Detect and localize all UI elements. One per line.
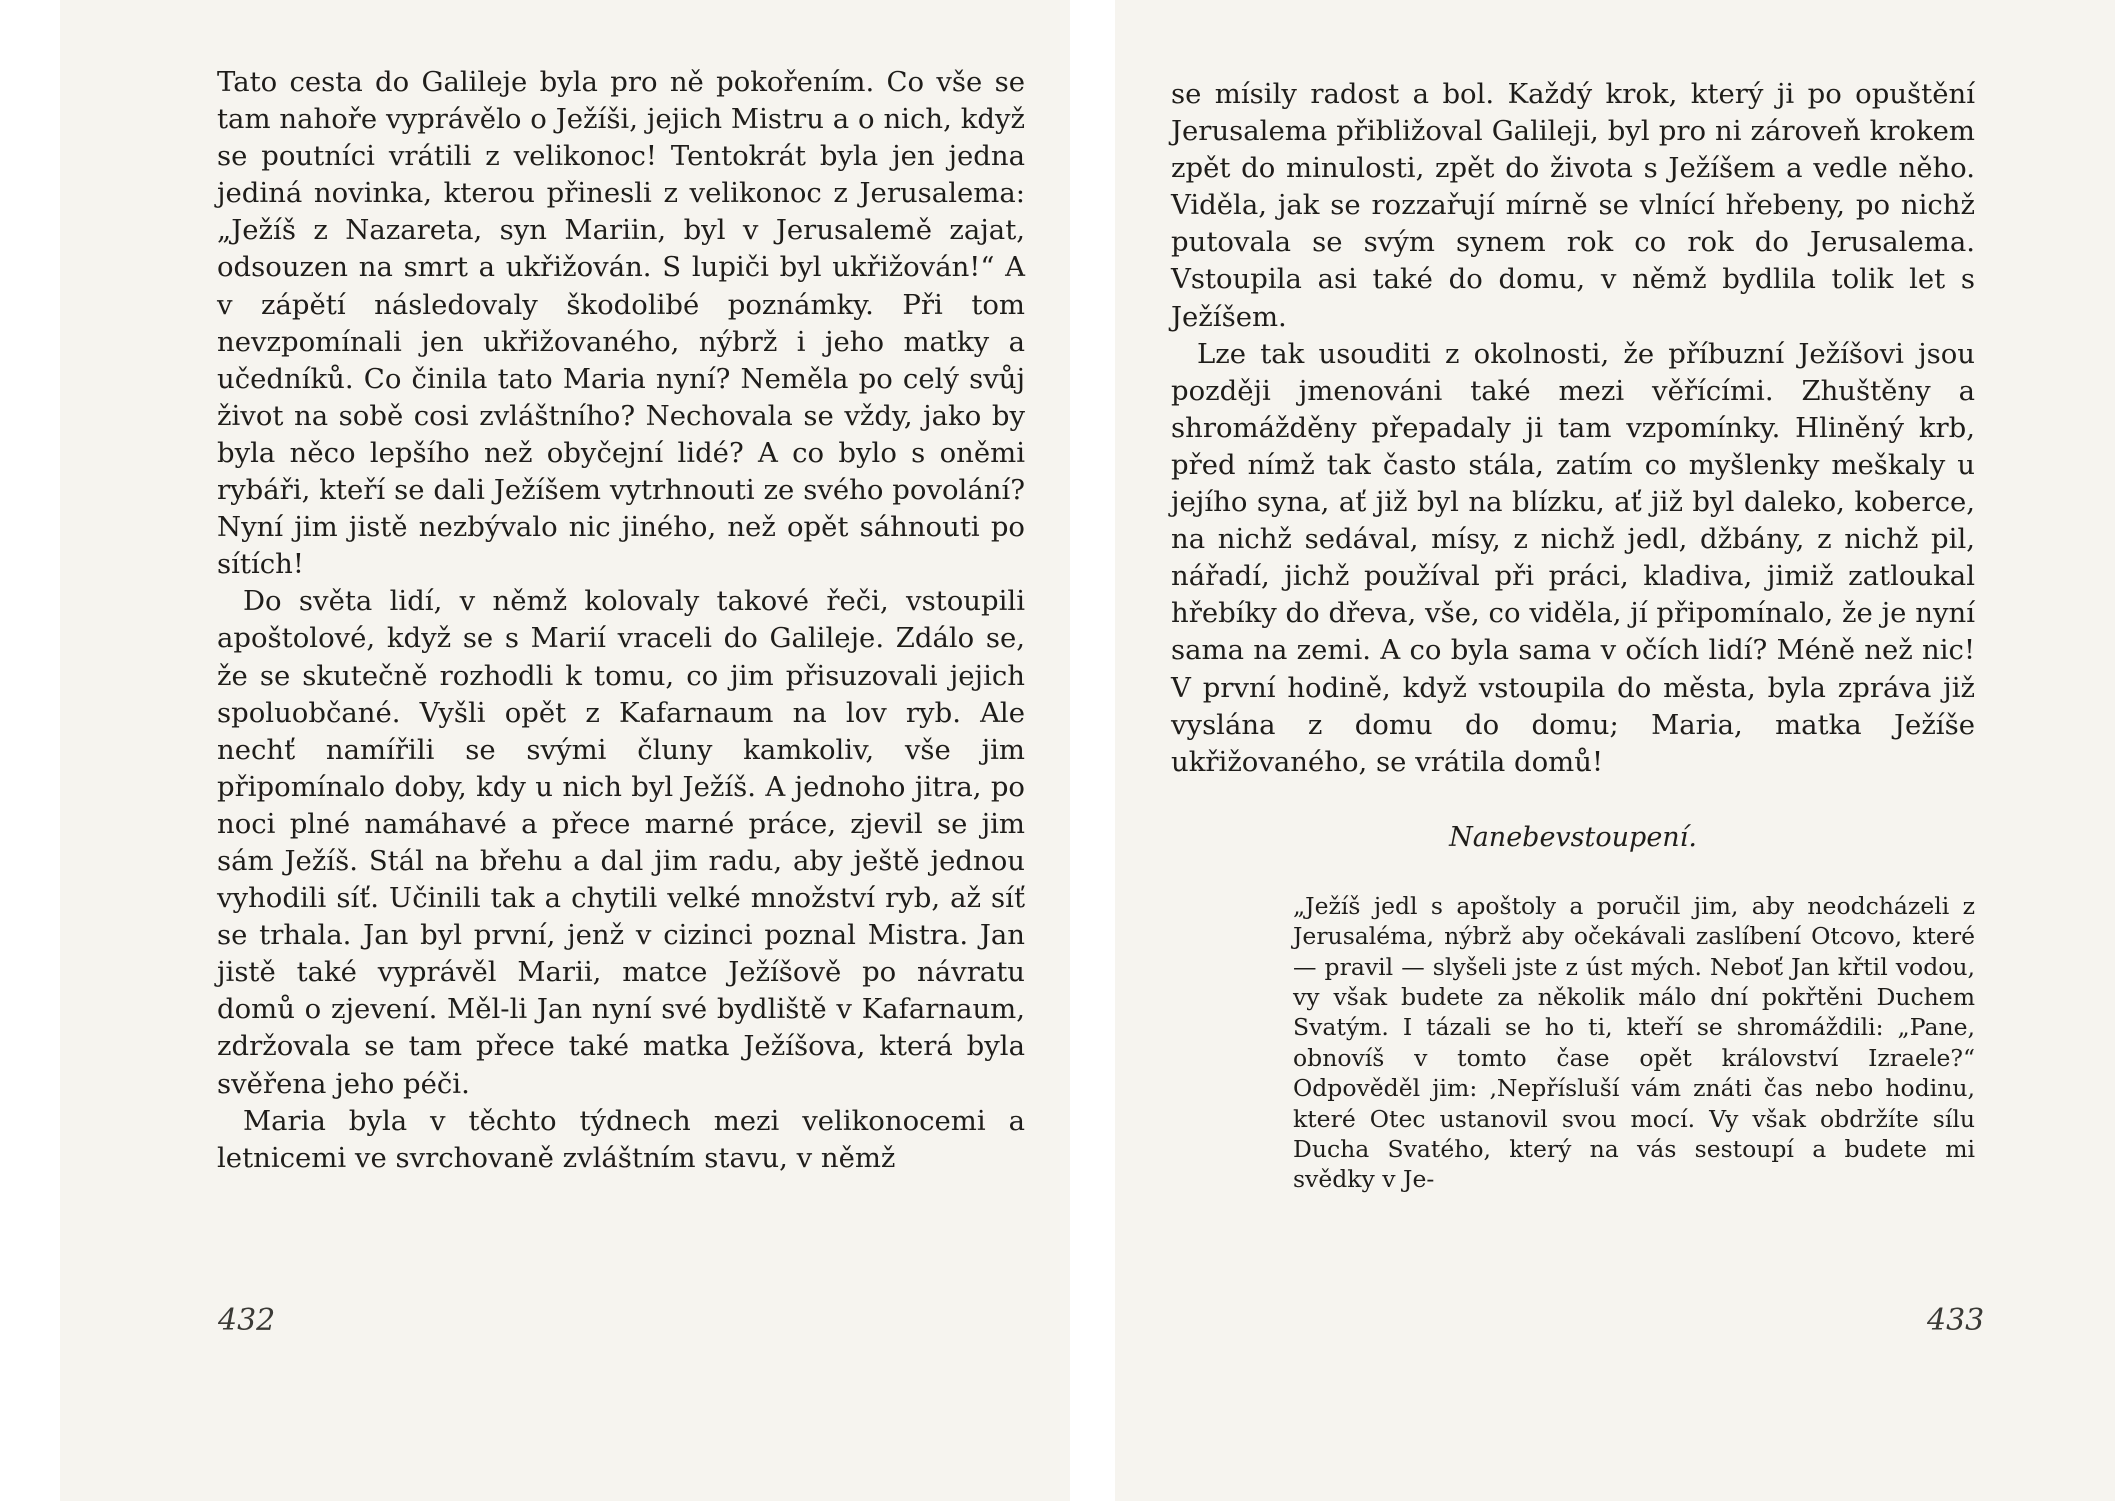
right-paragraph-2: Lze tak usouditi z okolnosti, že příbuzní Ježíšovi jsou později jmenováni také mezi věřícími. Zhuštěny a shromážděny přepadaly ji tam vzpomínky. Hliněný krb, před nímž tak často stála, zatím co myšlenky meškaly u jejího syna, ať již byl na blízku, ať již byl daleko, koberce, na nichž sedával, mísy, z nichž jedl, džbány, z nichž pil, nářadí, jichž používal při práci, kladiva, jimiž zatloukal hřebíky do dřeva, vše, co viděla, jí připomínalo, že je nyní sama na zemi. A co byla sama v očích lidí? Méně než nic! V první hodině, když vstoupila do města, byla zpráva již vyslána z domu do domu; Maria, matka Ježíše ukřižovaného, se vrátila domů!: [1171, 337, 1975, 778]
scripture-quote: „Ježíš jedl s apoštoly a poručil jim, aby neodcházeli z Jerusaléma, nýbrž aby očekávali zaslíbení Otcovo, které — pravil — slyšeli jste z úst mých. Neboť Jan křtil vodou, vy však budete za několik málo dní pokřtěni Duchem Svatým. I tázali se ho ti, kteří se shromáždili: „Pane, obnovíš v tomto čase opět království Izraele?“ Odpověděl jim: ‚Nepřísluší vám znáti čas nebo hodinu, které Otec ustanovil svou mocí. Vy však obdržíte sílu Ducha Svatého, který na vás sestoupí a budete mi svědky v Je-: [1293, 891, 1975, 1194]
section-heading: Nanebevstoupení.: [1449, 821, 1697, 853]
book-gutter: [1070, 0, 1115, 1501]
left-page-text-column: [217, 64, 1025, 1177]
right-paragraph-1: se mísily radost a bol. Každý krok, který ji po opuštění Jerusalema přibližoval Galileji, byl pro ni zároveň krokem zpět do minulosti, zpět do života s Ježíšem a vedle něho. Viděla, jak se rozzařují mírně se vlnící hřebeny, po nichž putovala se svým synem rok co rok do Jerusalema. Vstoupila asi také do domu, v němž bydlila tolik let s Ježíšem.: [1171, 78, 1975, 333]
left-paragraph-1: Tato cesta do Galileje byla pro ně pokořením. Co vše se tam nahoře vyprávělo o Ježíši, jejich Mistru a o nich, když se poutníci vrátili z velikonoc! Tentokrát byla jen jedna jediná novinka, kterou přinesli z velikonoc z Jerusalema: „Ježíš z Nazareta, syn Mariin, byl v Jerusalemě zajat, odsouzen na smrt a ukřižován. S lupiči byl ukřižován!“ A v zápětí následovaly škodolibé poznámky. Při tom nevzpomínali jen ukřižovaného, nýbrž i jeho matky a učedníků. Co činila tato Maria nyní? Neměla po celý svůj život na sobě cosi zvláštního? Nechovala se vždy, jako by byla něco lepšího než obyčejní lidé? A co bylo s oněmi rybáři, kteří se dali Ježíšem vytrhnouti ze svého povolání? Nyní jim jistě nezbývalo nic jiného, než opět sáhnouti po sítích!: [217, 66, 1025, 581]
page-number-left: 432: [218, 1303, 276, 1338]
left-page: [60, 0, 1070, 1501]
page-number-right: 433: [1927, 1303, 1985, 1338]
left-paragraph-2: Do světa lidí, v němž kolovaly takové řeči, vstoupili apoštolové, když se s Marií vraceli do Galileje. Zdálo se, že se skutečně rozhodli k tomu, co jim přisuzovali jejich spoluobčané. Vyšli opět z Kafarnaum na lov ryb. Ale nechť namířili se svými čluny kamkoliv, vše jim připomínalo doby, kdy u nich byl Ježíš. A jednoho jitra, po noci plné namáhavé a přece marné práce, zjevil se jim sám Ježíš. Stál na břehu a dal jim radu, aby ještě jednou vyhodili síť. Učinili tak a chytili velké množství ryb, až síť se trhala. Jan byl první, jenž v cizinci poznal Mistra. Jan jistě také vyprávěl Marii, matce Ježíšově po návratu domů o zjevení. Měl-li Jan nyní své bydliště v Kafarnaum, zdržovala se tam přece také matka Ježíšova, která byla svěřena jeho péči.: [217, 585, 1025, 1100]
right-page-text-column: [1171, 76, 1975, 1195]
right-page: [1115, 0, 2115, 1501]
left-paragraph-3: Maria byla v těchto týdnech mezi velikonocemi a letnicemi ve svrchovaně zvláštním stavu, v němž: [217, 1104, 1025, 1174]
